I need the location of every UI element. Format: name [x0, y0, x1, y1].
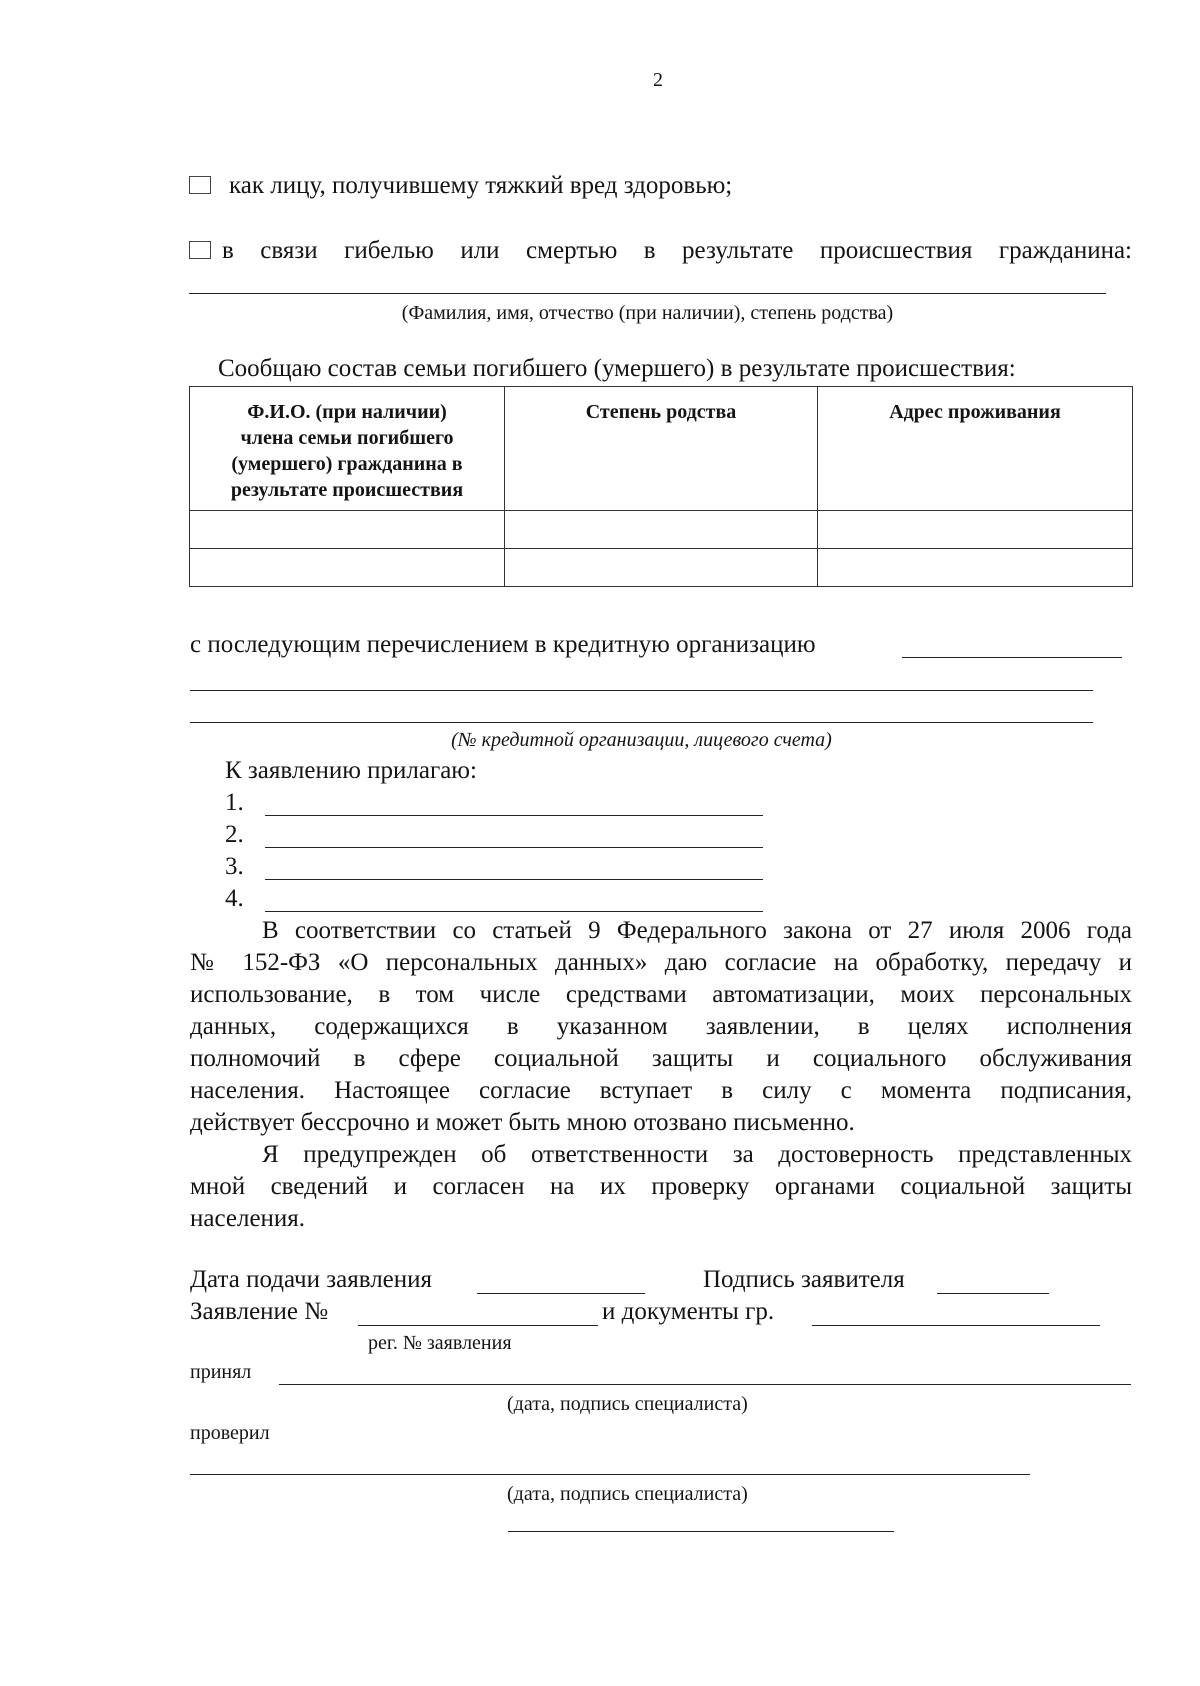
paragraph-line: мной сведений и согласен на их проверку органами социальной защиты — [190, 1173, 1132, 1200]
bank-line-2[interactable] — [190, 690, 1093, 691]
signature-line[interactable] — [937, 1293, 1049, 1294]
column-header-relation — [505, 387, 818, 511]
family-intro: Сообщаю состав семьи погибшего (умершего) в результате происшествия: — [218, 355, 1016, 382]
paragraph-line: данных, содержащихся в указанном заявлении, в целях исполнения — [190, 1013, 1132, 1040]
table-cell[interactable] — [818, 511, 1133, 549]
paragraph-line: действует бессрочно и может быть мною отозвано письменно. — [190, 1109, 855, 1136]
paragraph-line: полномочий в сфере социальной защиты и социального обслуживания — [190, 1045, 1132, 1072]
column-header-address — [818, 387, 1133, 511]
paragraph-line: № 152-ФЗ «О персональных данных» даю согласие на обработку, передачу и — [190, 949, 1132, 976]
accepted-label: принял — [190, 1361, 252, 1383]
transfer-text: с последующим перечислением в кредитную организацию — [190, 631, 816, 658]
accepted-line[interactable] — [279, 1384, 1131, 1385]
date-line[interactable] — [477, 1293, 645, 1294]
table-cell[interactable] — [818, 549, 1133, 587]
attachment-number: 1. — [225, 789, 244, 816]
table-cell[interactable] — [505, 549, 818, 587]
header-line: Ф.И.О. (при наличии) — [247, 401, 447, 423]
header-line: Адрес проживания — [889, 401, 1061, 423]
table-cell[interactable] — [190, 549, 505, 587]
date-label: Дата подачи заявления — [190, 1266, 433, 1293]
header-line: Степень родства — [585, 401, 737, 423]
documents-label: и документы гр. — [602, 1298, 775, 1325]
paragraph-line: В соответствии со статьей 9 Федерального закона от 27 июля 2006 года — [262, 917, 1132, 944]
table-cell[interactable] — [190, 511, 505, 549]
checked-label: проверил — [190, 1422, 270, 1444]
attachment-number: 4. — [225, 885, 244, 912]
column-header-fio — [190, 387, 505, 511]
option-serious-harm-checkbox[interactable] — [189, 176, 211, 194]
attachment-line[interactable] — [265, 815, 763, 816]
family-table — [189, 386, 1133, 587]
reg-caption: рег. № заявления — [368, 1332, 512, 1354]
warning-paragraph — [190, 1139, 1132, 1235]
specialist-caption-checked: (дата, подпись специалиста) — [507, 1483, 748, 1505]
option-death-label: в связи гибелью или смертью в результате происшествия гражданина: — [222, 237, 1132, 264]
victim-caption: (Фамилия, имя, отчество (при наличии), степень родства) — [401, 302, 894, 324]
attachments-intro: К заявлению прилагаю: — [225, 757, 477, 784]
paragraph-line: населения. — [190, 1205, 306, 1232]
attachment-line[interactable] — [265, 911, 763, 912]
option-death-checkbox[interactable] — [189, 241, 211, 259]
victim-name-line[interactable] — [189, 293, 1106, 294]
header-line: результате происшествия — [230, 479, 464, 501]
paragraph-line: населения. Настоящее согласие вступает в силу с момента подписания, — [190, 1077, 1132, 1104]
application-number-line[interactable] — [358, 1325, 598, 1326]
table-header-row — [190, 387, 1133, 511]
table-row — [190, 549, 1133, 587]
header-line: члена семьи погибшего — [240, 427, 454, 449]
signature-label: Подпись заявителя — [703, 1266, 905, 1293]
attachment-number: 2. — [225, 821, 244, 848]
specialist-caption-accepted: (дата, подпись специалиста) — [507, 1393, 748, 1415]
bank-line-3[interactable] — [190, 722, 1093, 723]
attachment-line[interactable] — [265, 879, 763, 880]
checked-line[interactable] — [190, 1474, 1030, 1475]
bank-line-1[interactable] — [902, 657, 1122, 658]
page-number: 2 — [653, 69, 663, 91]
checked-signature-line[interactable] — [508, 1531, 894, 1532]
attachment-number: 3. — [225, 853, 244, 880]
table-cell[interactable] — [505, 511, 818, 549]
paragraph-line: Я предупрежден об ответственности за достоверность представленных — [262, 1141, 1132, 1168]
option-serious-harm-label: как лицу, получившему тяжкий вред здоровью; — [229, 172, 733, 199]
header-line: (умершего) гражданина в — [231, 453, 463, 475]
documents-line[interactable] — [812, 1325, 1100, 1326]
consent-paragraph — [190, 915, 1132, 1139]
paragraph-line: использование, в том числе средствами автоматизации, моих персональных — [190, 981, 1132, 1008]
table-row — [190, 511, 1133, 549]
application-label: Заявление № — [190, 1298, 329, 1325]
attachment-line[interactable] — [265, 847, 763, 848]
bank-caption: (№ кредитной организации, лицевого счета) — [451, 729, 832, 751]
